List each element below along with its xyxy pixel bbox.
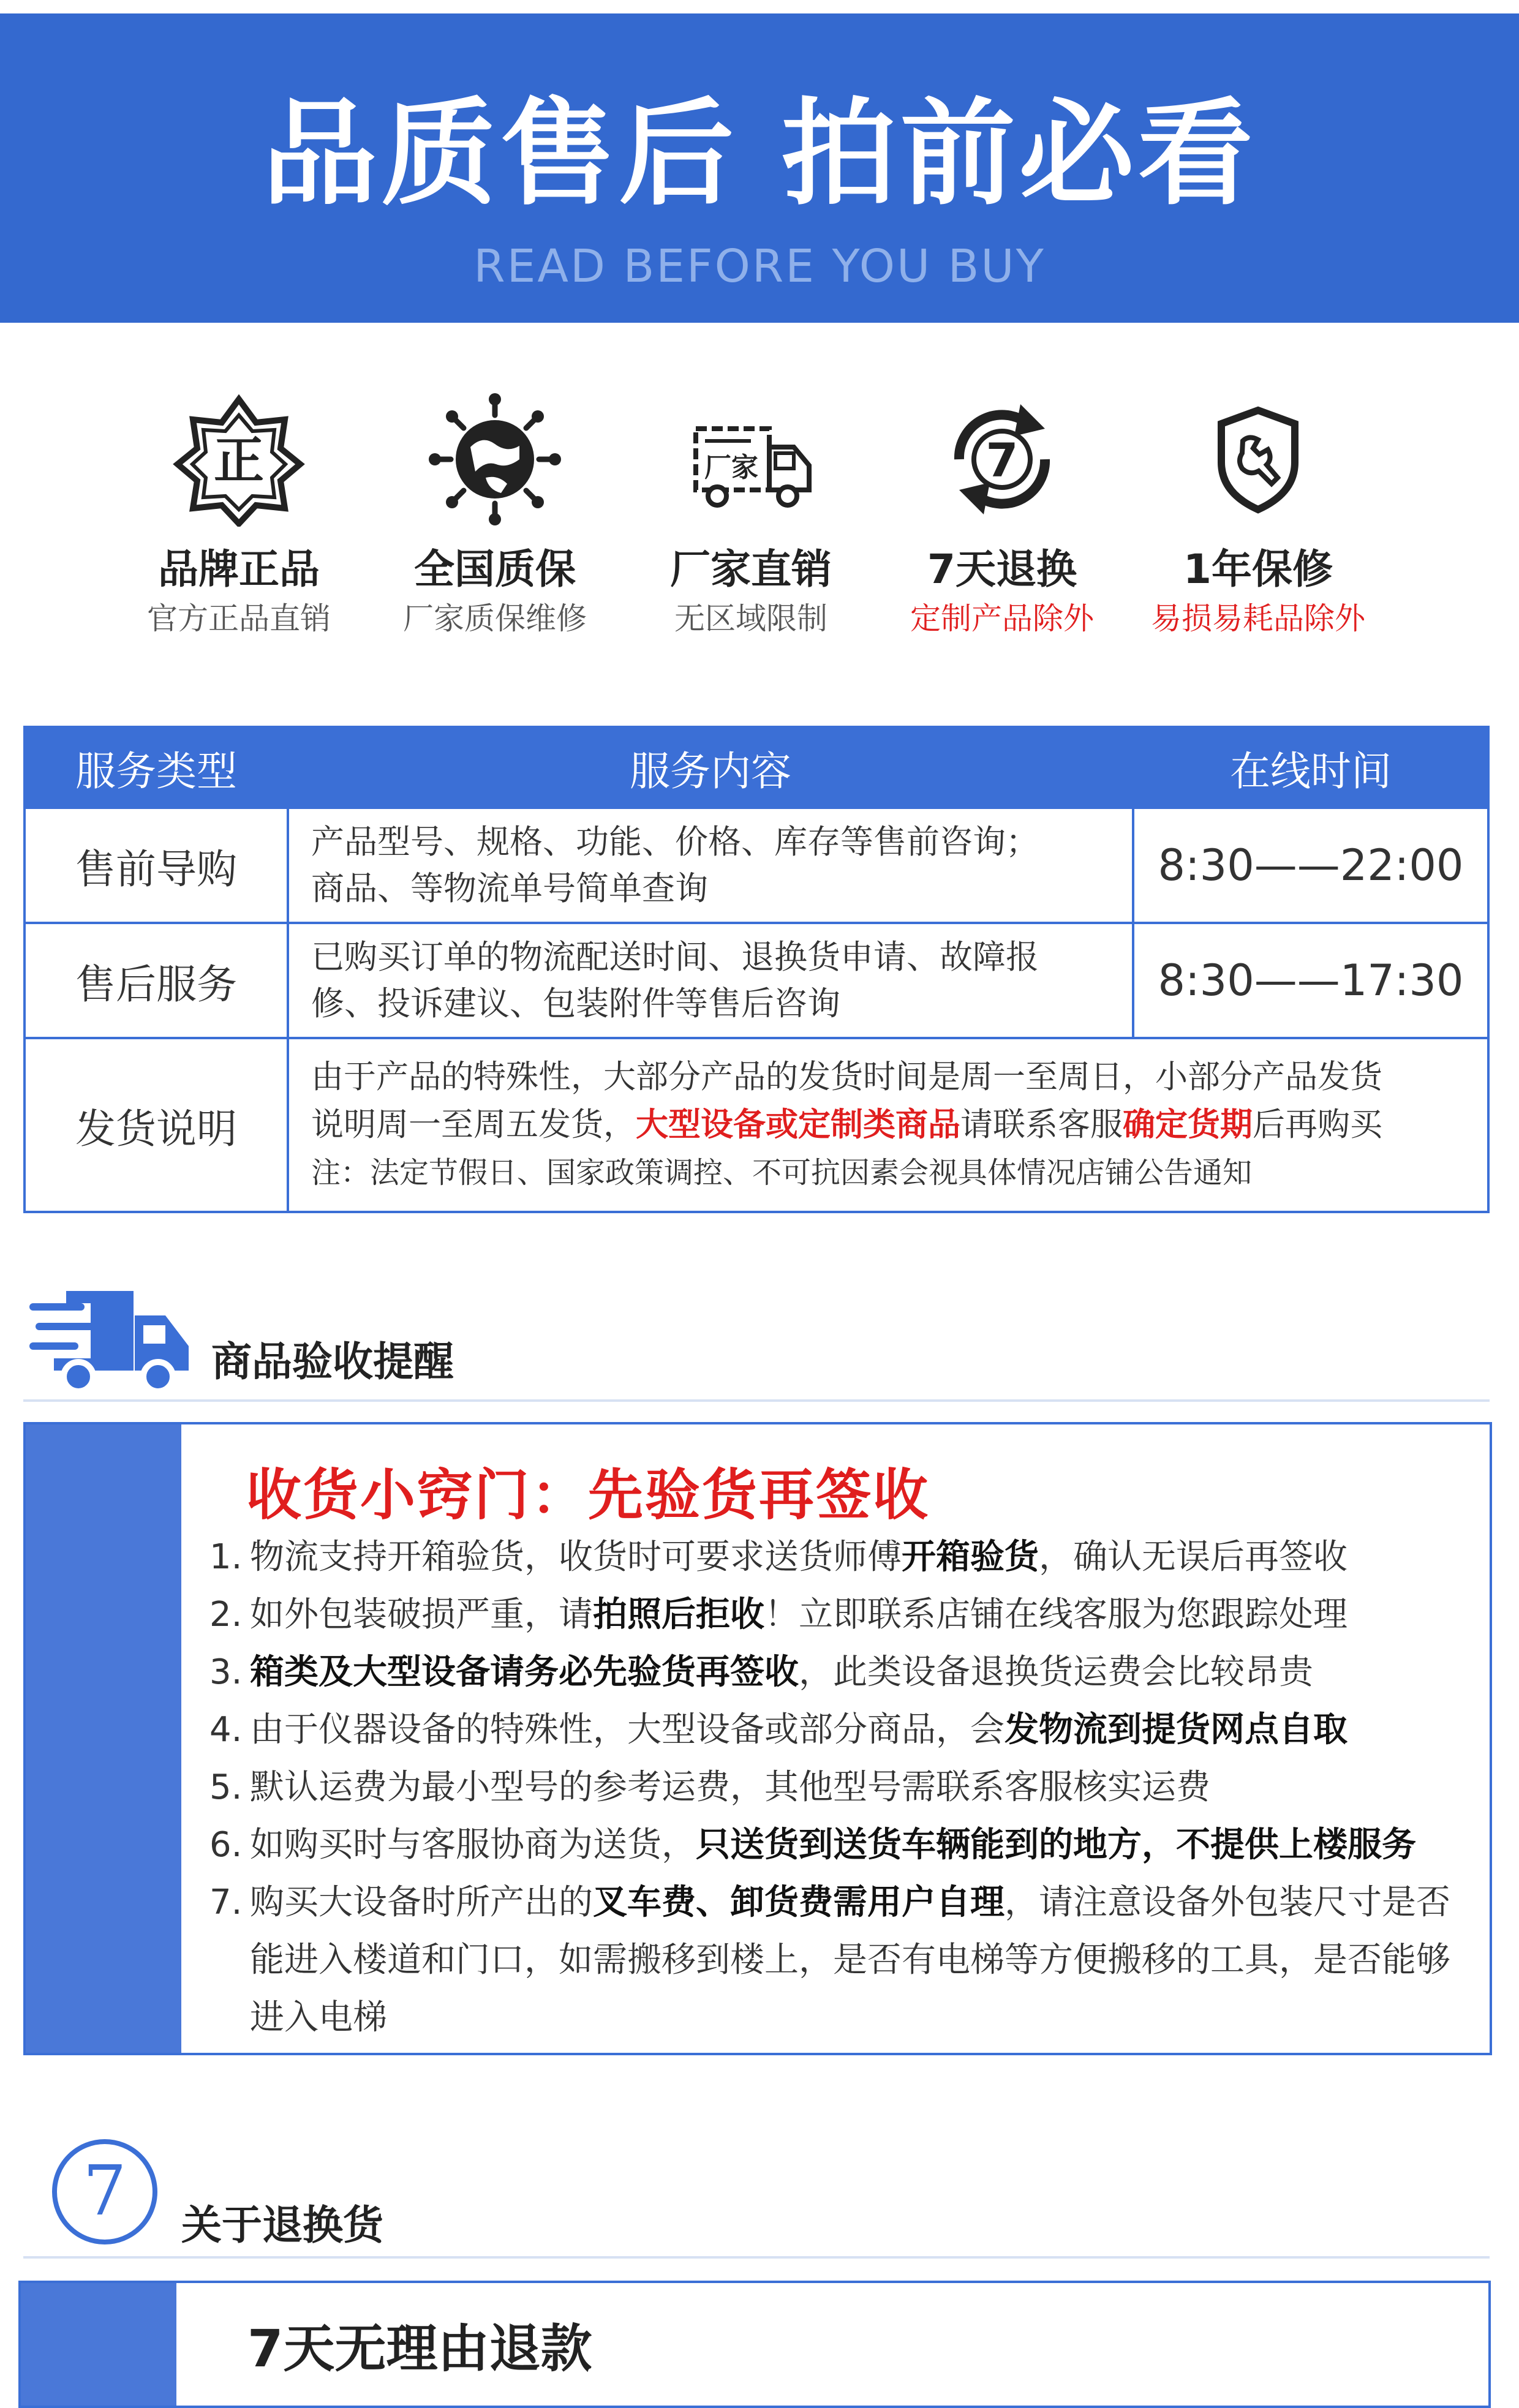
section-title-inspection: 商品验收提醒 [211, 1338, 454, 1385]
list-item: 5. 默认运费为最小型号的参考运费，其他型号需联系客服核实运费 [209, 1767, 1210, 1807]
returns-box [18, 2281, 1491, 2408]
shipping-content-cell [288, 1038, 1488, 1212]
feature-subtitle: 官方正品直销 [147, 601, 331, 636]
table-row-aftersale [24, 923, 1488, 1038]
feature-warranty [366, 392, 624, 638]
returns-heading: 7天无理由退款 [247, 2319, 592, 2379]
header-online-time: 在线时间 [1133, 727, 1488, 808]
service-type-cell: 售后服务 [24, 923, 288, 1038]
inspection-box [23, 1422, 1492, 2055]
page-title: 品质售后 拍前必看 [262, 87, 1257, 221]
genuine-badge-icon [172, 392, 306, 527]
page-subtitle: READ BEFORE YOU BUY [473, 240, 1046, 293]
header-service-content: 服务内容 [288, 727, 1133, 808]
content-note: 注：法定节假日、国家政策调控、不可抗因素会视具体情况店铺公告通知 [311, 1156, 1253, 1190]
svg-text:厂家: 厂家 [704, 452, 758, 483]
content-line: 已购买订单的物流配送时间、退换货申请、故障报 [311, 938, 1039, 976]
content-line: 产品型号、规格、功能、价格、库存等售前咨询； [311, 822, 1039, 861]
service-type-cell: 发货说明 [24, 1038, 288, 1212]
feature-genuine [110, 392, 368, 638]
content-line: 商品、等物流单号简单查询 [311, 869, 708, 908]
header-banner [0, 13, 1519, 323]
feature-subtitle: 厂家质保维修 [403, 601, 587, 636]
feature-title: 品牌正品 [158, 546, 320, 593]
service-content-cell [288, 808, 1133, 923]
side-bar [21, 2283, 176, 2406]
content-line: 由于产品的特殊性，大部分产品的发货时间是周一至周日，小部分产品发货 [311, 1058, 1382, 1096]
content-line: 修、投诉建议、包装附件等售后咨询 [311, 984, 840, 1023]
feature-title: 厂家直销 [670, 546, 832, 593]
service-table [23, 726, 1490, 1213]
delivery-truck-icon [29, 1291, 195, 1395]
feature-title: 7天退换 [927, 546, 1077, 593]
section-divider [23, 2256, 1490, 2259]
seven-day-return-icon [935, 392, 1069, 527]
list-item: 7. 购买大设备时所产出的叉车费、卸货费需用户自理，请注意设备外包装尺寸是否能进入楼道和门口，如需搬移到楼上，是否有电梯等方便搬移的工具，是否能够进入电梯 [209, 1883, 1450, 2037]
online-time-cell: 8:30——22:00 [1133, 808, 1488, 923]
seven-circle-icon [50, 2137, 159, 2246]
feature-title: 1年保修 [1183, 546, 1333, 593]
content-line: 说明周一至周五发货，大型设备或定制类商品请联系客服确定货期后再购买 [311, 1106, 1382, 1143]
header-service-type: 服务类型 [24, 727, 288, 808]
list-item: 2. 如外包装破损严重，请拍照后拒收！立即联系店铺在线客服为您跟踪处理 [209, 1595, 1348, 1635]
svg-text:7: 7 [986, 433, 1019, 487]
feature-subtitle: 无区域限制 [674, 601, 827, 636]
feature-1year-repair [1129, 392, 1387, 638]
table-row-shipping [24, 1038, 1488, 1212]
list-item: 6. 如购买时与客服协商为送货，只送货到送货车辆能到的地方，不提供上楼服务 [209, 1825, 1416, 1865]
feature-subtitle: 易损易耗品除外 [1151, 601, 1365, 636]
svg-text:7: 7 [83, 2151, 127, 2231]
list-item: 4. 由于仪器设备的特殊性，大型设备或部分商品，会发物流到提货网点自取 [209, 1710, 1348, 1750]
service-content-cell [288, 923, 1133, 1038]
globe-icon [428, 392, 562, 527]
table-header-row [24, 727, 1488, 808]
section-title-returns: 关于退换货 [181, 2202, 383, 2249]
shield-wrench-icon [1191, 392, 1325, 527]
online-time-cell: 8:30——17:30 [1133, 923, 1488, 1038]
table-row-presale [24, 808, 1488, 923]
section-divider [23, 1399, 1490, 1402]
list-item: 3. 箱类及大型设备请务必先验货再签收，此类设备退换货运费会比较昂贵 [209, 1652, 1313, 1692]
feature-7day-return [873, 392, 1131, 638]
feature-subtitle: 定制产品除外 [910, 601, 1094, 636]
side-bar [26, 1424, 181, 2053]
feature-title: 全国质保 [414, 546, 576, 593]
list-item: 1. 物流支持开箱验货，收货时可要求送货师傅开箱验货，确认无误后再签收 [209, 1537, 1348, 1577]
inspection-list [209, 1529, 1471, 2047]
inspection-heading: 收货小窍门：先验货再签收 [246, 1463, 930, 1527]
factory-truck-icon [684, 392, 818, 527]
feature-direct-sale [622, 392, 880, 638]
svg-text:正: 正 [213, 432, 265, 490]
service-type-cell: 售前导购 [24, 808, 288, 923]
